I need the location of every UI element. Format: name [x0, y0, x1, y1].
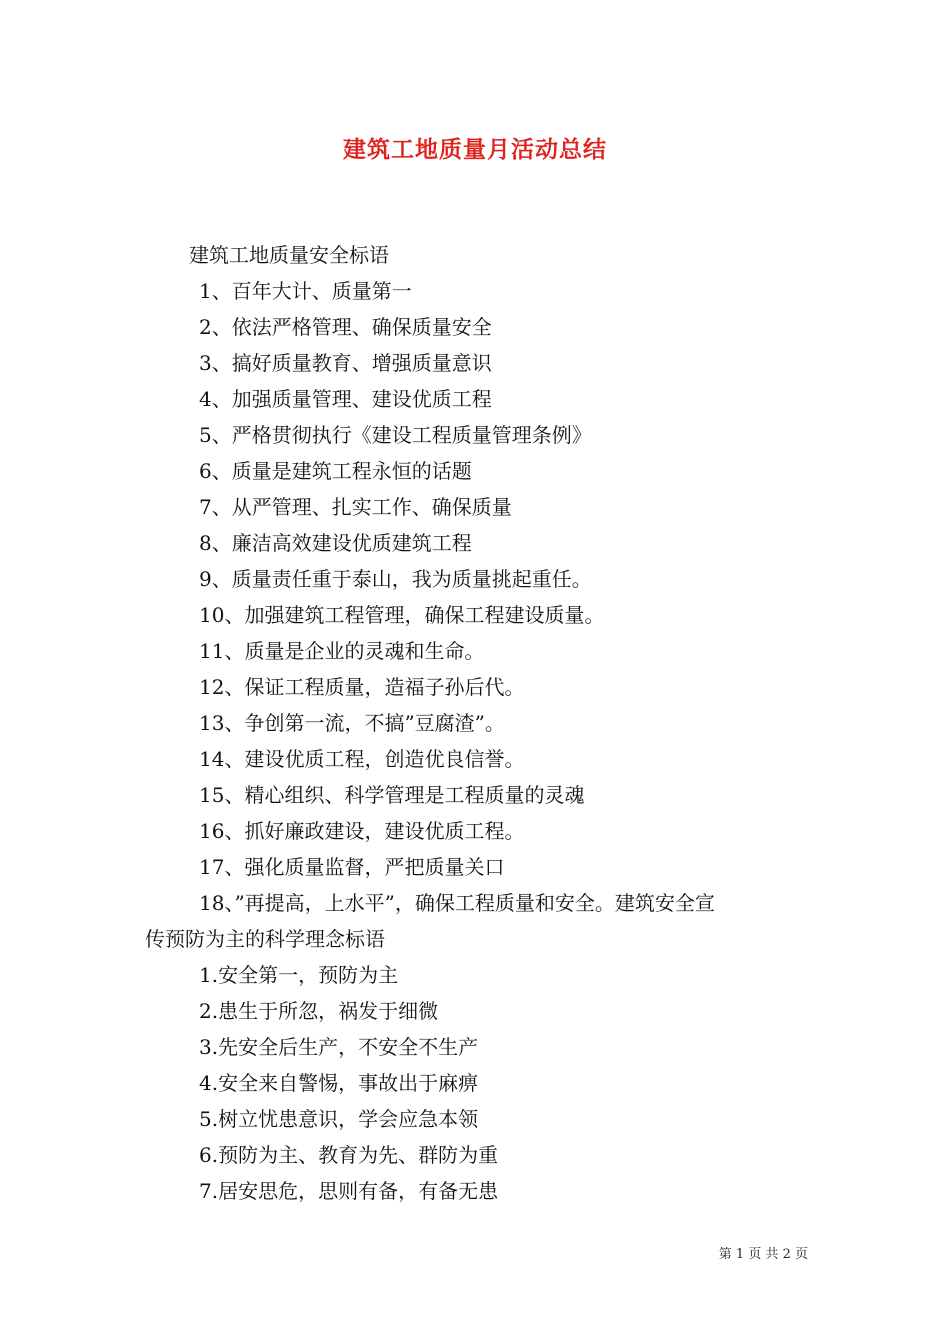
list-item: 14、建设优质工程，创造优良信誉。 — [199, 747, 525, 771]
list-item: 12、保证工程质量，造福子孙后代。 — [199, 675, 525, 699]
list-item: 2、依法严格管理、确保质量安全 — [199, 315, 492, 339]
list-item: 15、精心组织、科学管理是工程质量的灵魂 — [199, 783, 585, 807]
list-item: 3、搞好质量教育、增强质量意识 — [199, 351, 492, 375]
list-item: 1.安全第一，预防为主 — [199, 963, 399, 987]
list-item: 7.居安思危，思则有备，有备无患 — [199, 1179, 499, 1203]
list-item: 10、加强建筑工程管理，确保工程建设质量。 — [199, 603, 605, 627]
list-item: 9、质量责任重于泰山，我为质量挑起重任。 — [199, 567, 592, 591]
page-footer: 第 1 页 共 2 页 — [718, 1247, 808, 1262]
list-item: 16、抓好廉政建设，建设优质工程。 — [199, 819, 525, 843]
list-item: 2.患生于所忽，祸发于细微 — [199, 999, 439, 1023]
list-item: 6.预防为主、教育为先、群防为重 — [199, 1143, 499, 1167]
section-heading: 建筑工地质量安全标语 — [189, 243, 389, 267]
document-body — [145, 237, 815, 1209]
list-item: 17、强化质量监督，严把质量关口 — [199, 855, 505, 879]
list-item: 8、廉洁高效建设优质建筑工程 — [199, 531, 472, 555]
list-item: 5.树立忧患意识，学会应急本领 — [199, 1107, 479, 1131]
list-item: 7、从严管理、扎实工作、确保质量 — [199, 495, 512, 519]
list-item: 11、质量是企业的灵魂和生命。 — [199, 639, 485, 663]
list-item: 13、争创第一流，不搞”豆腐渣”。 — [199, 711, 505, 735]
page-title: 建筑工地质量月活动总结 — [343, 136, 607, 163]
list-item: 4、加强质量管理、建设优质工程 — [199, 387, 492, 411]
list-item: 6、质量是建筑工程永恒的话题 — [199, 459, 472, 483]
list-item: 5、严格贯彻执行《建设工程质量管理条例》 — [199, 423, 592, 447]
wrapped-line: 传预防为主的科学理念标语 — [145, 927, 385, 951]
list-item: 3.先安全后生产，不安全不生产 — [199, 1035, 479, 1059]
list-item: 1、百年大计、质量第一 — [199, 279, 412, 303]
list-item: 4.安全来自警惕，事故出于麻痹 — [199, 1071, 479, 1095]
list-item: 18、”再提高，上水平”，确保工程质量和安全。建筑安全宣 — [199, 891, 715, 915]
